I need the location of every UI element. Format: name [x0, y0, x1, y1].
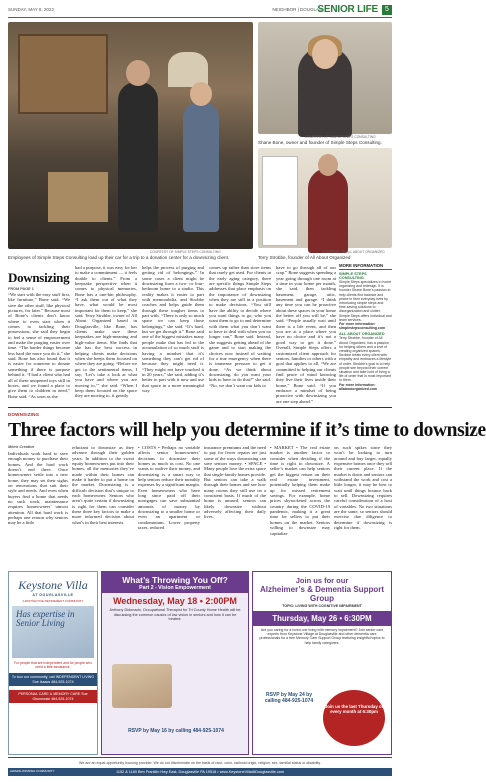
section-divider: [8, 407, 392, 408]
sidebar-org-name: SIMPLE STEPS CONSULTING: [339, 272, 367, 280]
photo-caption: Shane Bone, owner and founder of Simple Steps Consulting.: [258, 140, 382, 145]
event-date: Wednesday, May 18 • 2:00PM: [113, 596, 237, 606]
footer-address[interactable]: 1152 & 1180 Ben Franklin Hwy East, Douglasville PA 19518 • www.KeystoneVillaAtDouglasville.com: [8, 768, 392, 776]
ad-headline: Has expertise in Senior Living: [16, 609, 75, 628]
article-column: • MARKET • The real estate market is another factor to consider when deciding if the time is right to downsize. A seller’s market can help seniors get the biggest return on their real estate investment, potentially helping them make up for missed retirement savings. For example, home prices skyrocketed across the country during the COVID-19 pandemic, making it a great time for sellers to put their homes on the market. Seniors willing to downsize may capitalize: [270, 445, 330, 536]
section-title: SENIOR LIFE: [317, 4, 378, 15]
article-column: • COSTS • Perhaps no variable affects senior homeowners’ decisions to downsize their homes as much as cost. No one wants to outlive their money, and downsizing is a smart way to help seniors reduce their monthly expenses by a significant margin. Even homeowners who have long since paid off their mortgages can save substantial amounts of money by downsizing to a smaller home or even an apartment or condominium. Lower property taxes, reduced: [138, 445, 200, 531]
shelf-graphic: [262, 156, 298, 246]
portrait-photo: [258, 22, 392, 134]
boxes-graphic: [48, 172, 108, 222]
photo-caption: Employees of Simple Steps Consulting load up their car for a trip to a donation center for a downsizing client.: [8, 255, 230, 260]
sidebar-link[interactable]: For more information: simplestepsconsulting.com: [339, 322, 386, 331]
shelf-graphic: [18, 34, 108, 114]
ad-logo: Keystone Villa: [18, 578, 88, 592]
main-photo: [8, 22, 253, 249]
section-label: DOWNSIZING: [8, 412, 40, 417]
ad-photo: [12, 606, 94, 658]
article-byline: FROM PAGE 1: [8, 287, 34, 291]
article-column: on such spikes since they won’t be looking to turn around and buy larger, equally expensive homes once they sell their current place. If the market is down and seniors can withstand the work and cost a little longer, it may be best to wait until things bounce back to sell. Downsizing requires careful consideration of a host of variables. No two situations are the same, so seniors should exercise due diligence to determine if downsizing is right for them.: [334, 445, 392, 531]
article-column: “We start with the easy stuff first, like furniture,” Bone said. “We save the other stuff, like physical pictures, for later.” Because most of Bone’s clients don’t know where to even start when it comes to tackling their possessions, she said they begin to feel a sense of empowerment and make the purging easier over time. “The harder things become less hard the more you do it,” she said. Bone has also found that it is easier for someone to donate something if there is purpose behind it. “I had a client who had all of these unopened toys still in boxes, and we found a place to give them to children in need,” Bone said. “As soon as she: [8, 292, 70, 399]
ad-tagline: A DISTINCTIVE RETIREMENT COMMUNITY: [22, 599, 84, 603]
ad-text: Are you caring for a loved one living with memory impairment? Join senior care experts from Keystone Village at Douglasville and other dementia care professionals for a free Memory Care Support Group featuring insightful topics to help family caregivers.: [259, 628, 385, 645]
article-headline: Three factors will help you determine if it’s time to downsize: [8, 420, 486, 441]
ad-contact-bar: To tour our community, call INDEPENDENT LIVING Sue Isaacs 484-925-1074: [9, 673, 97, 686]
article-column: helps the process of purging and getting rid of belongings.” In some cases a client might be downsizing from a two- or four-bedroom home to a studio. This reality makes it easier to part with memorabilia, and Strobbe coaches and helps guide them through these tougher items to part with. “There is only so much space we can keep those belongings,” she said. “It’s hard, but we get through it.” Bone said one of the biggest mistakes many people make that has led to the accumulation of so much stuff is having a mindset that it’s something they can’t get rid of because they might need it. “They might not have touched it in 20 years,” she said, adding it’s better to part with it now and use that space in a more meaningful way.: [142, 265, 204, 393]
person-figure: [183, 102, 219, 232]
more-information-sidebar: [339, 263, 392, 401]
ad-blurb: For people that are independent and for people who need a little assistance.: [13, 661, 93, 669]
ad-subtitle: Alzheimer’s & Dementia Support Group: [259, 585, 385, 603]
article-column: insurance premiums and the need to pay for fewer repairs are just some of the ways downsizing can save seniors money. • SPACE • Many people love the extra space that single-family homes provide. But seniors can take a walk through their homes and see how many rooms they still use on a consistent basis. If much of the home is unused, seniors can likely downsize without adversely affecting their daily lives.: [204, 445, 267, 520]
photo-credit: COURTESY OF SIMPLE STEPS CONSULTING: [150, 250, 221, 254]
article-byline: Metro Creative: [8, 445, 35, 449]
vision-event-ad[interactable]: [101, 571, 249, 755]
footer-badge: AWARD-WINNING COMMUNITY: [10, 769, 55, 773]
ad-topic: TOPIC: LIVING WITH COGNITIVE IMPAIRMENT: [282, 604, 362, 608]
ad-badge: Join us the last Thursday of every month at 6:30pm: [323, 690, 385, 746]
article-column: reluctant to downsize as they advance through their golden years. In addition to the sweat equity homeowners put into their homes, all the memories they’ve made within their homes can make it harder to put a home on the market. Downsizing is a difficult decision that’s unique to each homeowner. Seniors who aren’t quite certain if downsizing is right for them can consider these three key factors to make a more informed decision about what’s in their best interests.: [72, 445, 134, 525]
article-column: had a purpose, it was easy for her to make a commitment — it feels doable to clients.” From a keepsake perspective when it comes to physical memories, Bone has a one-bin philosophy. “I ask them out of what they have, what would be most important for them to keep,” she said. Terry Strobbe, owner of All About Organized based in Douglasville, like Bone, has clients make sure these keepsakes are high-meaning and high-value items. She finds that she has the best success in helping clients make decisions when she keeps them focused on where they are going. “Before we get to the sentimental items, I say, ‘Let’s take a look at what you have and where you are moving to,’” she said. “When I keep them focused on the space they are moving to, it greatly: [75, 265, 137, 399]
person-figure: [298, 47, 352, 137]
ad-photo: [112, 664, 172, 708]
photo-credit: COURTESY OF SIMPLE STEPS CONSULTING: [305, 135, 376, 139]
ad-banner: [253, 572, 391, 608]
article-column: have to go through all of our crap.” Bone suggests spending a year going through one room at a time in your home per month, she said, then tackling basement, garage, attic, basement and garage. “I think any time you can be proactive about these spaces in your home the better off you will be,” she said. “People usually wait until there is a life event, and then you are at a place where you have no choice and it’s not a good way to get it done.” Overall, Simple Steps offers a customized client approach for seniors, families or others with a goal that applies to all. “We are committed to helping our clients find peace of mind knowing they live their lives inside their home,” Bone said. “If you embrace a mindset of being proactive with downsizing you are one step ahead.”: [276, 265, 336, 404]
ad-banner: [102, 572, 248, 593]
article-column: comes up rather than store items that rarely get used. For clients in the early aging category, there are specific things Simple Steps addresses that place emphasis on the importance of downsizing when they are still in a position to make decisions. “You still have the ability to decide where you want things to go, who you want them to go to and determine with them what you don’t want to have to deal with when you no longer can,” Bone said. Instead, she suggests getting ahead of the game and to start making the choices now instead of waiting for a true emergency when there is immense pressure to get it done. “As we think about downsizing, do you want your kids to have to do that?” she said. “No, we don’t want our kids to: [209, 265, 271, 388]
footer-disclaimer: We are an equal opportunity housing provider. We do not discriminate on the basis of race, color, national origin, religion, sex, familial status or disability.: [79, 761, 321, 765]
page-header: [8, 4, 392, 18]
sidebar-link[interactable]: For more information: allaboutorganized.com: [339, 382, 378, 391]
article-headline: Downsizing: [8, 270, 70, 285]
ad-rsvp: RSVP by May 16 by calling 484-925-1074: [128, 728, 224, 734]
ad-logo-subtitle: AT DOUGLASVILLE: [32, 593, 74, 597]
sidebar-org-name: ALL ABOUT ORGANIZED: [339, 332, 385, 337]
page-number: 5: [382, 5, 392, 15]
newspaper-name: NEIGHBOR | DOUGLAS: [272, 7, 322, 12]
sidebar-text: Simple Steps specializes in home organizing and redesign. It is founder Shane Bone’s passion to help clients find balance and peace in their everyday lives by introducing simple steps and time-saving solutions to disorganization and clutter. Simple Steps offers individual and team services.: [339, 280, 392, 322]
ad-text: Anthony Didonado, Occupational Therapist for Tri County Home Health will be discussing the common causes of low vision in seniors and how it can be treated.: [109, 608, 241, 622]
ad-rsvp: RSVP by May 24 by calling 484-925-1074: [264, 692, 314, 704]
portrait-photo: [258, 148, 392, 248]
ad-title: What’s Throwing You Off?: [122, 575, 228, 585]
support-group-ad[interactable]: [252, 571, 392, 755]
keystone-villa-ad[interactable]: [8, 571, 98, 755]
ad-contact-bar: PERSONAL CARE & MEMORY CARE Sue Okunewski 484-925-1074: [9, 690, 97, 703]
ad-title: Join us for our: [295, 576, 349, 585]
ad-subtitle: Part 2 - Vision Empowerment: [139, 585, 211, 591]
issue-date: SUNDAY, MAY 8, 2022: [8, 7, 54, 12]
person-figure: [308, 168, 348, 253]
photo-caption: Terry Strobbe, founder of All About Organized: [258, 255, 351, 260]
sidebar-text: Terry Strobbe, founder of All About Organized, has a passion for helping others and a love of creating organized spaces. Strobbe treats every client with empathy and embraces a lifestyle of order. Strobbe’s goal is to help people see beyond their current situation and take hold of living a life of order that is most important to them.: [339, 336, 392, 383]
photo-credit: COURTESY OF ALL ABOUT ORGANIZED: [322, 250, 385, 254]
sidebar-title: MORE INFORMATION: [339, 263, 392, 270]
article-column: Individuals work hard to save enough money to purchase their homes. And the hard work doesn’t end there. Once homeowners settle into a new home, they may set their sights on renovations that suit their style and needs. And even when buyers find a home that needs no such work, maintenance requires homeowners’ utmost attention. All that hard work is perhaps one reason why seniors may be a little: [8, 451, 68, 526]
event-date: Thursday, May 26 • 6:30PM: [253, 611, 391, 626]
ad-footer: [8, 757, 392, 777]
person-figure: [118, 82, 158, 232]
